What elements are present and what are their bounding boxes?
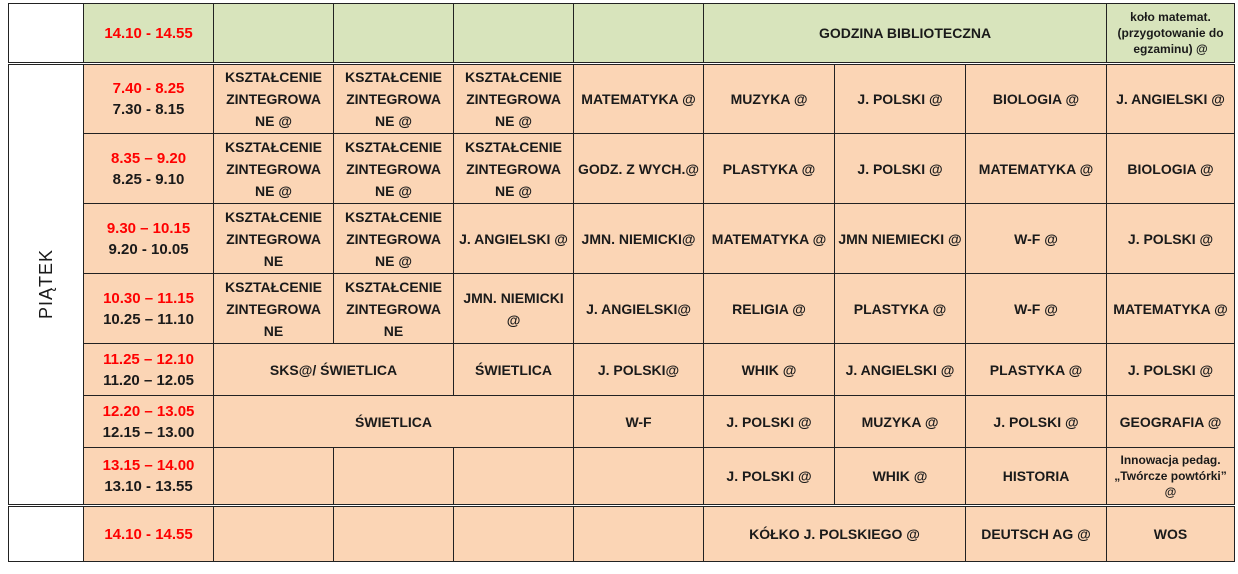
innovation-cell: Innowacja pedag. „Twórcze powtórki” @ [1107, 448, 1235, 506]
time-red: 8.35 – 9.20 [110, 149, 187, 167]
day-cell-empty [9, 506, 84, 562]
time-cell [84, 344, 214, 396]
lesson-cell: WOS [1107, 506, 1235, 562]
lesson-cell: WHIK @ [835, 448, 966, 506]
day-cell-empty [9, 4, 84, 64]
time-cell [84, 448, 214, 506]
time-black: 11.20 – 12.05 [103, 371, 194, 389]
table-row [9, 134, 1235, 204]
swietlica-cell: ŚWIETLICA [214, 396, 574, 448]
time-red: 12.20 – 13.05 [102, 402, 195, 420]
time-black: 10.25 – 11.10 [103, 310, 194, 328]
lesson-cell: MATEMATYKA @ [704, 204, 835, 274]
table-row [9, 506, 1235, 562]
lesson-cell: W-F @ [966, 274, 1107, 344]
lesson-cell: J. POLSKI @ [835, 64, 966, 134]
time-red: 7.40 - 8.25 [112, 80, 185, 97]
lesson-cell [454, 506, 574, 562]
lesson-cell: J. POLSKI @ [704, 448, 835, 506]
lesson-cell: MUZYKA @ [835, 396, 966, 448]
time-red: 9.30 – 10.15 [106, 219, 191, 237]
lesson-cell: KSZTAŁCENIE ZINTEGROWA NE [214, 204, 334, 274]
lesson-cell: J. POLSKI @ [1107, 344, 1235, 396]
lesson-cell: PLASTYKA @ [704, 134, 835, 204]
schedule-table [8, 3, 1235, 562]
lesson-cell: BIOLOGIA @ [1107, 134, 1235, 204]
lesson-cell: MUZYKA @ [704, 64, 835, 134]
lesson-cell: J. ANGIELSKI @ [835, 344, 966, 396]
time-black: 12.15 – 13.00 [102, 423, 195, 441]
table-row [9, 64, 1235, 134]
lesson-cell: J. ANGIELSKI @ [1107, 64, 1235, 134]
lesson-cell: KSZTAŁCENIE ZINTEGROWA NE @ [334, 204, 454, 274]
library-hour-cell: GODZINA BIBLIOTECZNA [704, 4, 1107, 64]
lesson-cell: JMN NIEMIECKI @ [835, 204, 966, 274]
lesson-cell: PLASTYKA @ [966, 344, 1107, 396]
table-row [9, 448, 1235, 506]
lesson-cell: KSZTAŁCENIE ZINTEGROWA NE @ [454, 134, 574, 204]
lesson-cell [214, 4, 334, 64]
sks-cell: SKS@/ ŚWIETLICA [214, 344, 454, 396]
table-row [9, 204, 1235, 274]
timetable [8, 3, 1235, 562]
lesson-cell: J. ANGIELSKI@ [574, 274, 704, 344]
lesson-cell [454, 4, 574, 64]
time-cell [84, 274, 214, 344]
time-red: 10.30 – 11.15 [103, 289, 194, 307]
lesson-cell: KSZTAŁCENIE ZINTEGROWA NE [334, 274, 454, 344]
lesson-cell: BIOLOGIA @ [966, 64, 1107, 134]
time-red: 14.10 - 14.55 [104, 525, 193, 543]
time-cell [84, 396, 214, 448]
lesson-cell [574, 4, 704, 64]
lesson-cell: GODZ. Z WYCH.@ [574, 134, 704, 204]
lesson-cell: MATEMATYKA @ [966, 134, 1107, 204]
lesson-cell: J. POLSKI@ [574, 344, 704, 396]
lesson-cell: WHIK @ [704, 344, 835, 396]
time-red: 14.10 - 14.55 [104, 24, 193, 42]
lesson-cell: J. POLSKI @ [835, 134, 966, 204]
lesson-cell: MATEMATYKA @ [1107, 274, 1235, 344]
lesson-cell: DEUTSCH AG @ [966, 506, 1107, 562]
lesson-cell: KSZTAŁCENIE ZINTEGROWA NE @ [334, 134, 454, 204]
lesson-cell [574, 506, 704, 562]
lesson-cell: W-F [574, 396, 704, 448]
lesson-cell: KSZTAŁCENIE ZINTEGROWA NE [214, 274, 334, 344]
lesson-cell: ŚWIETLICA [454, 344, 574, 396]
lesson-cell: KSZTAŁCENIE ZINTEGROWA NE @ [454, 64, 574, 134]
lesson-cell: J. ANGIELSKI @ [454, 204, 574, 274]
lesson-cell [214, 506, 334, 562]
lesson-cell [334, 506, 454, 562]
lesson-cell [454, 448, 574, 506]
time-black: 8.25 - 9.10 [112, 170, 185, 188]
lesson-cell: JMN. NIEMICKI @ [454, 274, 574, 344]
time-red: 11.25 – 12.10 [103, 350, 194, 368]
time-cell [84, 134, 214, 204]
lesson-cell [334, 4, 454, 64]
lesson-cell: PLASTYKA @ [835, 274, 966, 344]
time-red: 13.15 – 14.00 [102, 457, 195, 474]
lesson-cell: J. POLSKI @ [1107, 204, 1235, 274]
lesson-cell [574, 448, 704, 506]
table-row [9, 396, 1235, 448]
table-row [9, 274, 1235, 344]
lesson-cell: W-F @ [966, 204, 1107, 274]
lesson-cell: J. POLSKI @ [966, 396, 1107, 448]
day-label-cell [9, 64, 84, 506]
table-row [9, 4, 1235, 64]
time-black: 13.10 - 13.55 [104, 478, 193, 495]
lesson-cell: JMN. NIEMICKI@ [574, 204, 704, 274]
time-cell [84, 4, 214, 64]
lesson-cell: HISTORIA [966, 448, 1107, 506]
lesson-cell: J. POLSKI @ [704, 396, 835, 448]
time-black: 9.20 - 10.05 [108, 240, 189, 258]
lesson-cell: KSZTAŁCENIE ZINTEGROWA NE @ [334, 64, 454, 134]
day-label: PIĄTEK [36, 248, 57, 320]
lesson-cell: RELIGIA @ [704, 274, 835, 344]
math-club-cell: koło matemat. (przygotowanie do egzaminu) @ [1107, 4, 1235, 64]
lesson-cell: GEOGRAFIA @ [1107, 396, 1235, 448]
lesson-cell [214, 448, 334, 506]
time-black: 7.30 - 8.15 [112, 101, 185, 118]
lesson-cell: KSZTAŁCENIE ZINTEGROWA NE @ [214, 64, 334, 134]
lesson-cell: MATEMATYKA @ [574, 64, 704, 134]
polish-club-cell: KÓŁKO J. POLSKIEGO @ [704, 506, 966, 562]
table-row [9, 344, 1235, 396]
lesson-cell [334, 448, 454, 506]
time-cell [84, 64, 214, 134]
lesson-cell: KSZTAŁCENIE ZINTEGROWA NE @ [214, 134, 334, 204]
time-cell [84, 506, 214, 562]
time-cell [84, 204, 214, 274]
